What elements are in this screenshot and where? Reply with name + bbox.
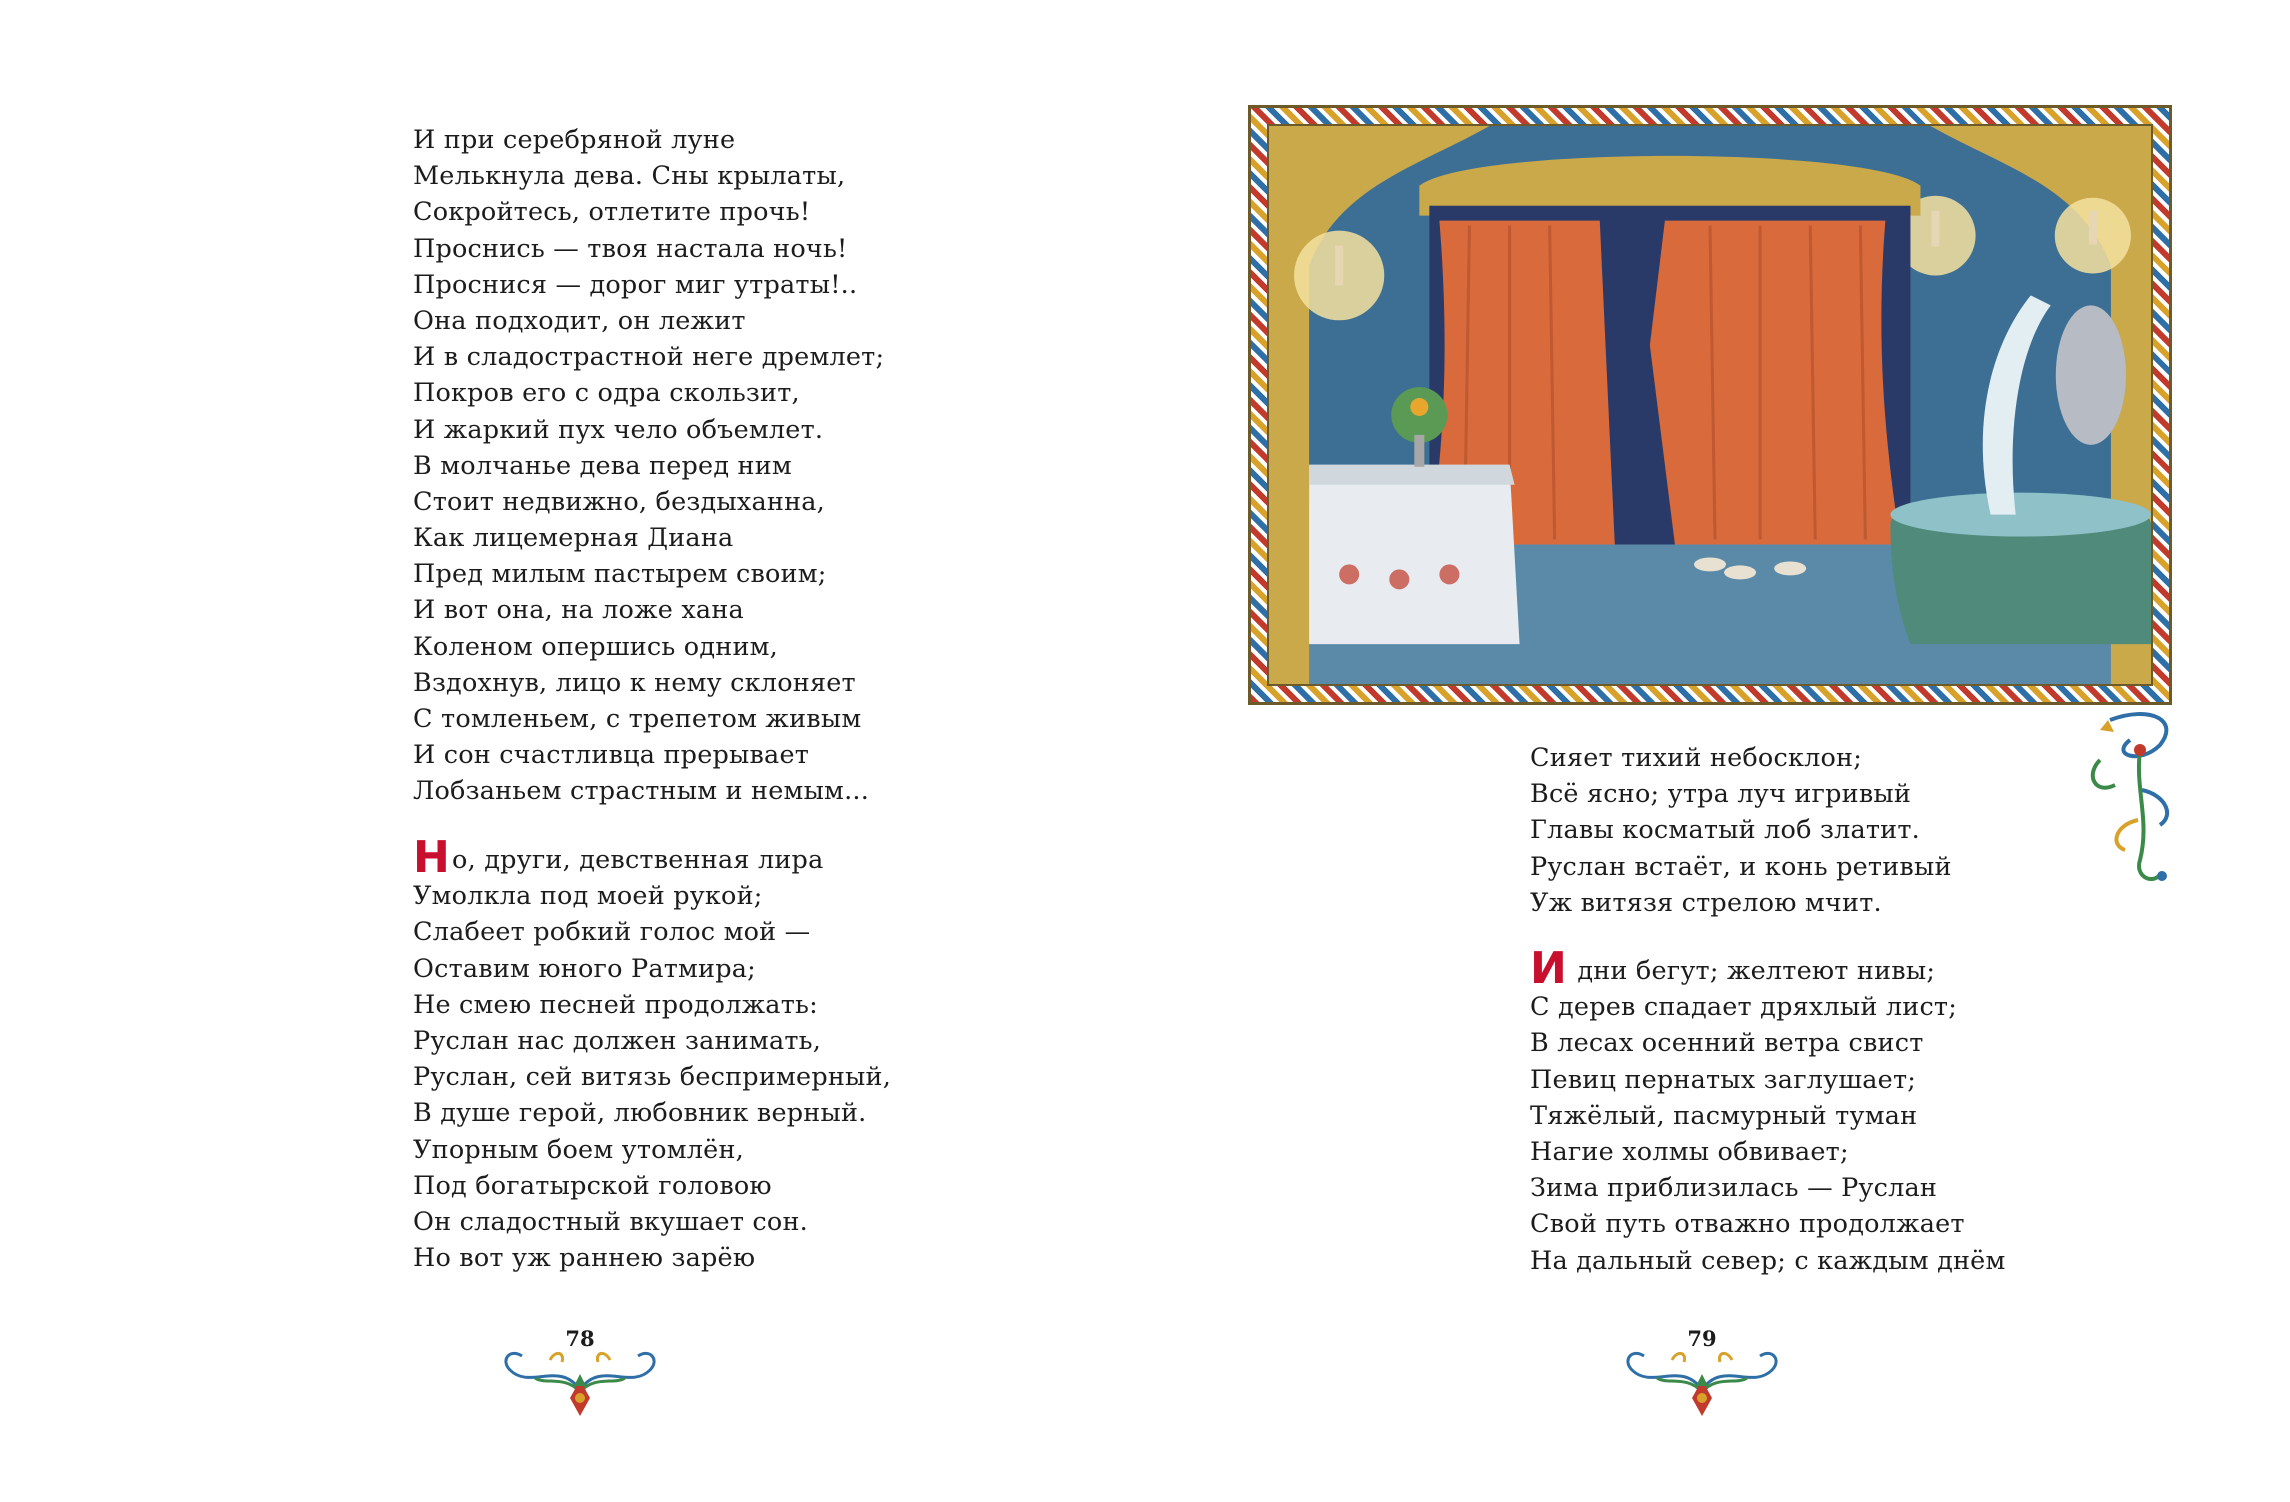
poem-line: Вздохнув, лицо к нему склоняет: [413, 667, 856, 698]
poem-line: В душе герой, любовник верный.: [413, 1098, 867, 1129]
right-stanza-2: [1530, 943, 2006, 1279]
poem-line: Покров его с одра скользит,: [413, 378, 800, 409]
poem-line: Не смею песней продолжать:: [413, 989, 818, 1020]
poem-line: Всё ясно; утра луч игривый: [1530, 779, 1912, 810]
poem-line: Руслан нас должен занимать,: [413, 1025, 822, 1056]
poem-line: И вот она, на ложе хана: [413, 595, 744, 626]
poem-line: Тяжёлый, пасмурный туман: [1530, 1100, 1918, 1131]
poem-line: Мелькнула дева. Сны крылаты,: [413, 161, 846, 192]
poem-line: Она подходит, он лежит: [413, 305, 746, 336]
poem-line: Сокройтесь, отлетите прочь!: [413, 197, 811, 228]
poem-line: Свой путь отважно продолжает: [1530, 1209, 1965, 1240]
poem-line: Слабеет робкий голос мой —: [413, 917, 811, 948]
right-page: [1145, 0, 2290, 1502]
poem-line: С дерев спадает дряхлый лист;: [1530, 992, 1958, 1023]
poem-line: И жаркий пух чело объемлет.: [413, 414, 824, 445]
page-number: 78: [565, 1326, 595, 1351]
right-stanza-1: [1530, 740, 1952, 921]
poem-line: И при серебряной луне: [413, 125, 736, 155]
poem-line: И сон счастливца прерывает: [413, 740, 810, 771]
poem-line: Певиц пернатых заглушает;: [1530, 1064, 1917, 1095]
poem-line: И дни бегут; желтеют нивы;: [1530, 943, 1936, 994]
poem-line: Умолкла под моей рукой;: [413, 881, 763, 912]
left-stanza-2: [413, 832, 892, 1276]
left-stanza-1: [413, 122, 884, 810]
poem-line: С томленьем, с трепетом живым: [413, 704, 862, 734]
poem-line: Руслан, сей витязь беспримерный,: [413, 1062, 892, 1093]
poem-line: Лобзаньем страстным и немым...: [413, 776, 870, 807]
poem-line: Сияет тихий небосклон;: [1530, 743, 1863, 773]
poem-line: Как лицемерная Диана: [413, 523, 734, 554]
page-number: 79: [1687, 1326, 1717, 1351]
poem-line: Стоит недвижно, бездыханна,: [413, 486, 825, 517]
poem-line: Уж витязя стрелою мчит.: [1530, 887, 1882, 918]
poem-line: Проснись — твоя настала ночь!: [413, 233, 848, 264]
poem-line: Зима приблизилась — Руслан: [1530, 1173, 1938, 1204]
poem-line: Но, други, девственная лира: [413, 832, 824, 883]
poem-line: Главы косматый лоб златит.: [1530, 815, 1920, 846]
poem-line: Руслан встаёт, и конь ретивый: [1530, 851, 1952, 882]
poem-line: В молчанье дева перед ним: [413, 450, 792, 481]
poem-line: Нагие холмы обвивает;: [1530, 1136, 1849, 1167]
poem-line: Упорным боем утомлён,: [413, 1134, 744, 1165]
drop-cap: И: [1530, 943, 1568, 994]
poem-line: Проснися — дорог миг утраты!..: [413, 269, 858, 300]
poem-line: Пред милым пастырем своим;: [413, 559, 827, 590]
drop-cap: Н: [413, 832, 451, 883]
poem-line: Под богатырской головою: [413, 1170, 772, 1201]
poem-line: На дальный север; с каждым днём: [1530, 1245, 2006, 1276]
poem-line: В лесах осенний ветра свист: [1530, 1028, 1924, 1059]
poem-line: И в сладострастной неге дремлет;: [413, 342, 885, 373]
poem-line: Коленом опершись одним,: [413, 631, 778, 662]
poem-line: Но вот уж раннею зарёю: [413, 1243, 756, 1274]
poem-line: Оставим юного Ратмира;: [413, 953, 756, 984]
poem-line: Он сладостный вкушает сон.: [413, 1206, 808, 1237]
